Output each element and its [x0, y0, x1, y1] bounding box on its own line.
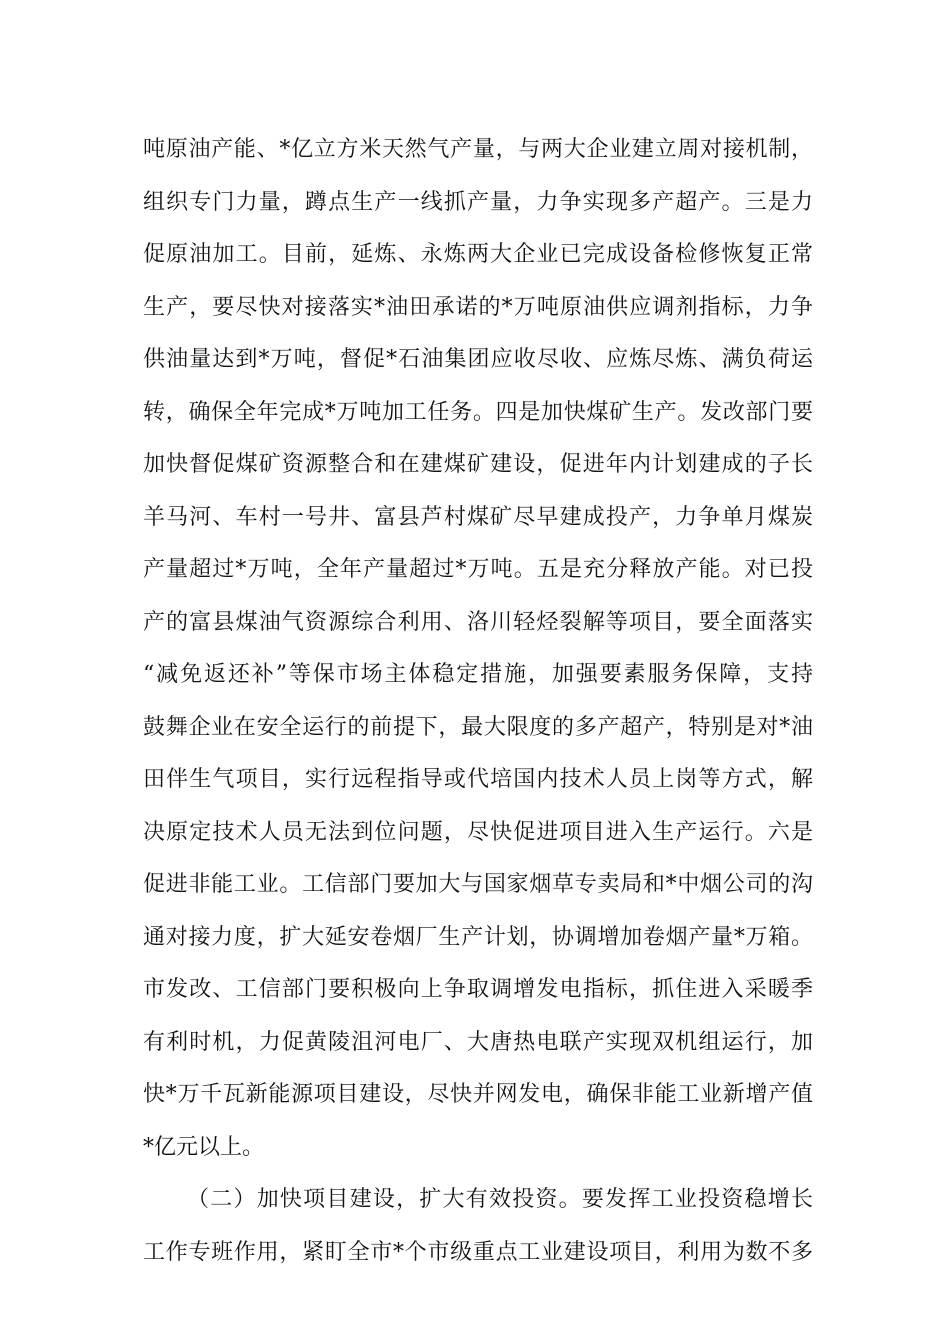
text-line: 组织专门力量，蹲点生产一线抓产量，力争实现多产超产。三是力	[143, 189, 813, 215]
text-line: 转，确保全年完成*万吨加工任务。四是加快煤矿生产。发改部门要	[143, 399, 813, 425]
text-line: 鼓舞企业在安全运行的前提下，最大限度的多产超产，特别是对*油	[143, 714, 813, 740]
text-line: 有利时机，力促黄陵沮河电厂、大唐热电联产实现双机组运行，加	[143, 1029, 813, 1055]
paragraph-end-line: *亿元以上。	[143, 1134, 265, 1160]
text-line: 产的富县煤油气资源综合利用、洛川轻烃裂解等项目，要全面落实	[143, 609, 813, 635]
text-line: 市发改、工信部门要积极向上争取调增发电指标，抓住进入采暖季	[143, 977, 813, 1002]
text-line: 快*万千瓦新能源项目建设，尽快并网发电，确保非能工业新增产值	[143, 1082, 813, 1107]
text-line: “减免返还补”等保市场主体稳定措施，加强要素服务保障，支持	[143, 662, 813, 687]
text-line: 促进非能工业。工信部门要加大与国家烟草专卖局和*中烟公司的沟	[143, 872, 813, 897]
body-text	[143, 124, 813, 1279]
section-heading-line: （二）加快项目建设，扩大有效投资。要发挥工业投资稳增长	[187, 1187, 813, 1212]
text-line: 促原油加工。目前，延炼、永炼两大企业已完成设备检修恢复正常	[143, 242, 813, 267]
text-line: 产量超过*万吨，全年产量超过*万吨。五是充分释放产能。对已投	[143, 557, 813, 582]
text-line: 供油量达到*万吨，督促*石油集团应收尽收、应炼尽炼、满负荷运	[143, 347, 813, 372]
text-line: 田伴生气项目，实行远程指导或代培国内技术人员上岗等方式，解	[143, 767, 813, 792]
text-line: 加快督促煤矿资源整合和在建煤矿建设，促进年内计划建成的子长	[143, 452, 813, 477]
text-line: 工作专班作用，紧盯全市*个市级重点工业建设项目，利用为数不多	[143, 1239, 813, 1265]
text-line: 羊马河、车村一号井、富县芦村煤矿尽早建成投产，力争单月煤炭	[143, 504, 813, 530]
text-line: 通对接力度，扩大延安卷烟厂生产计划，协调增加卷烟产量*万箱。	[143, 924, 813, 950]
text-line: 决原定技术人员无法到位问题，尽快促进项目进入生产运行。六是	[143, 819, 813, 845]
text-line: 生产，要尽快对接落实*油田承诺的*万吨原油供应调剂指标，力争	[143, 294, 813, 320]
text-line: 吨原油产能、*亿立方米天然气产量，与两大企业建立周对接机制，	[143, 137, 813, 162]
